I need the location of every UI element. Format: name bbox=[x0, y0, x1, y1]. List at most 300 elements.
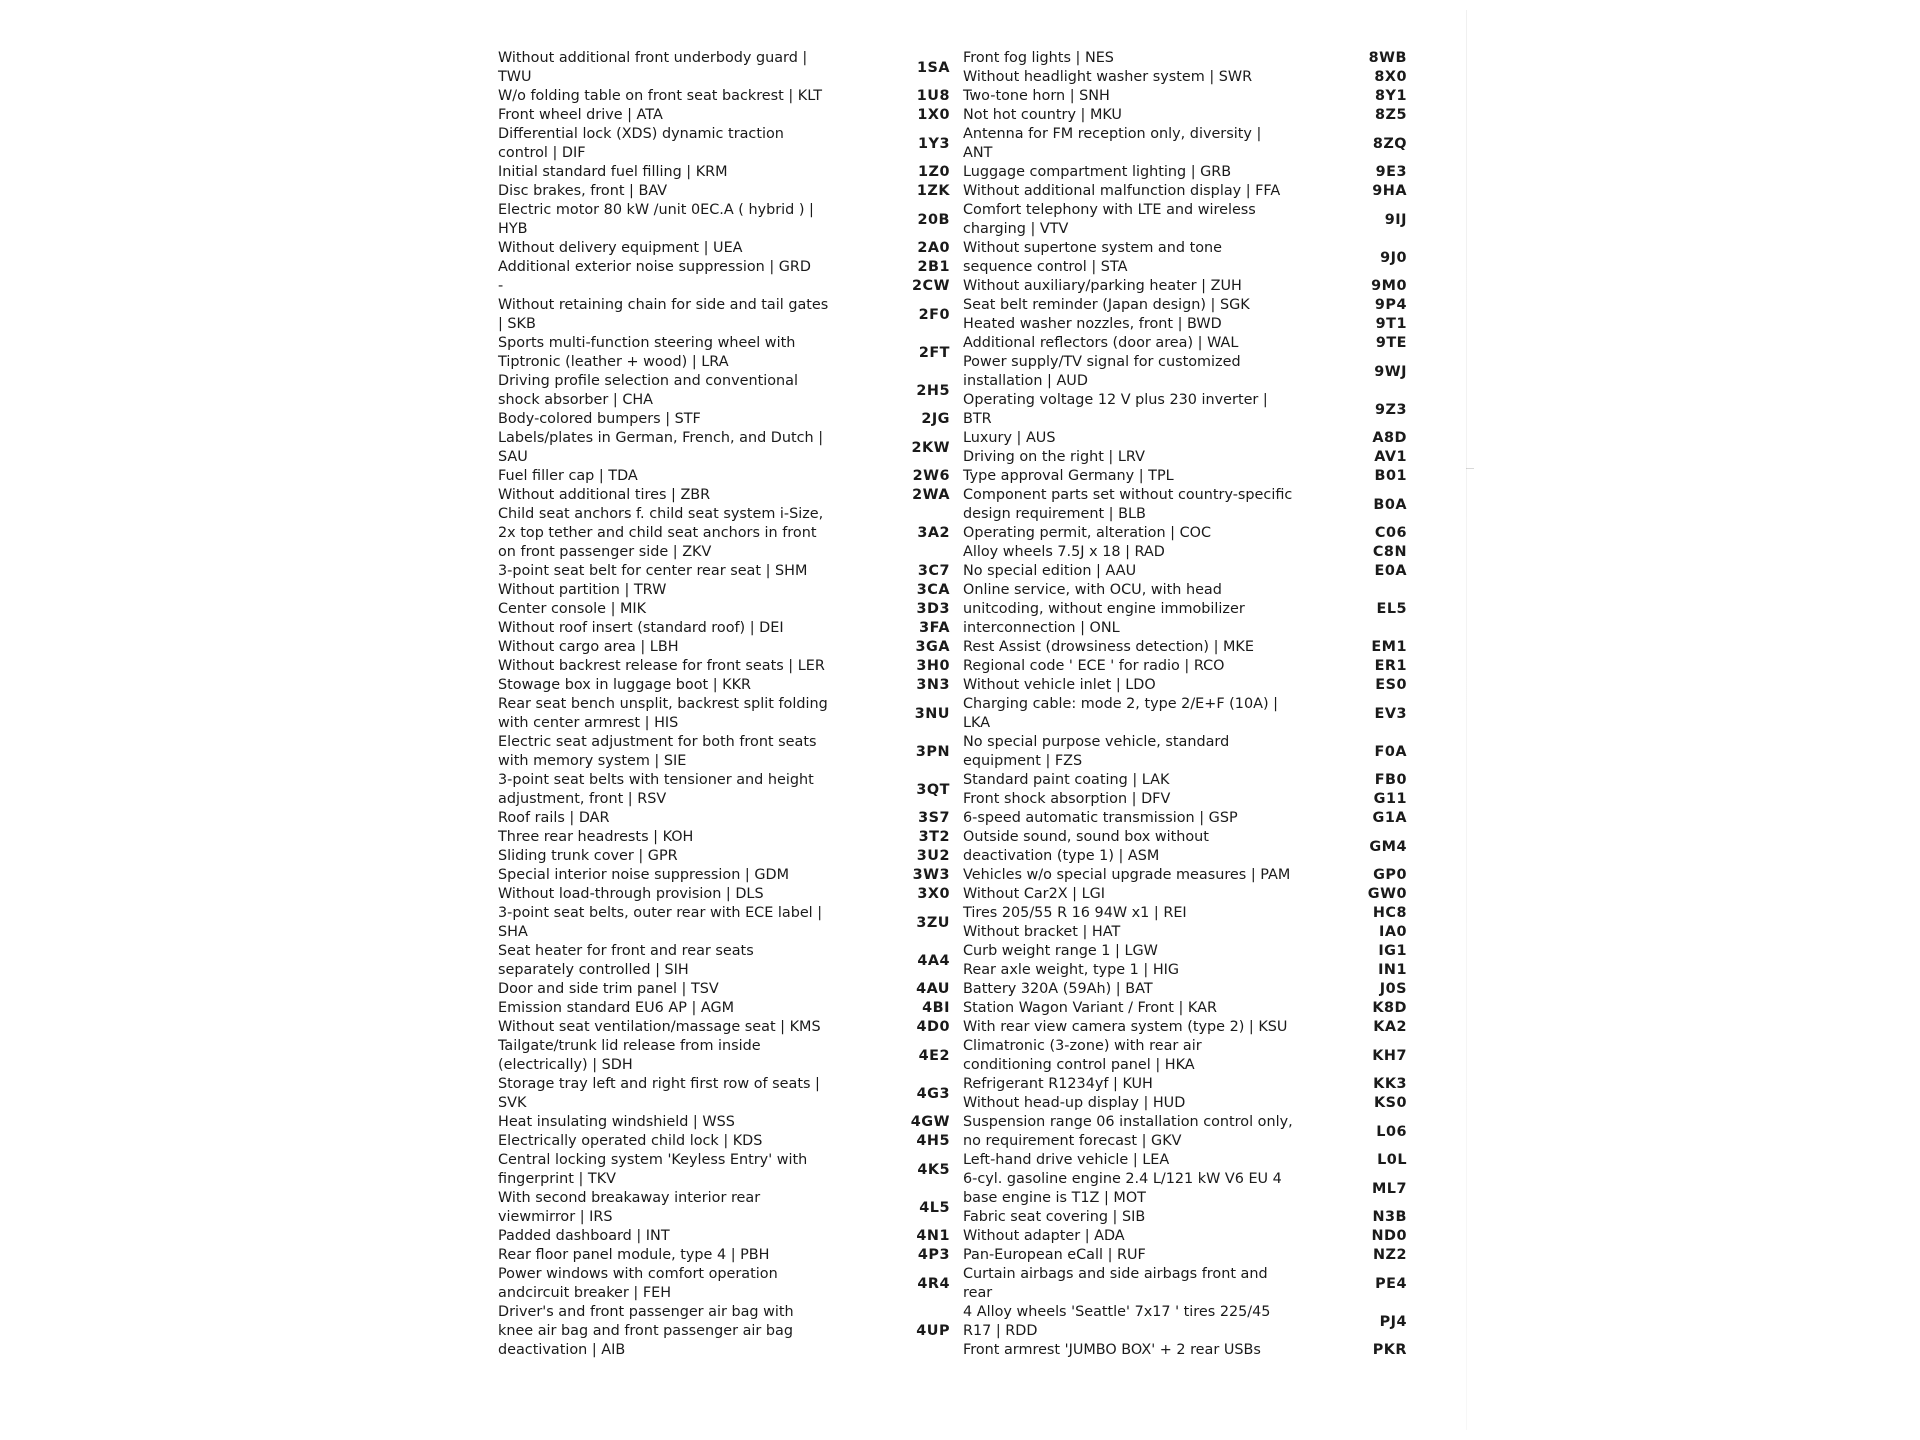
option-code: FB0 bbox=[1374, 772, 1407, 788]
equipment-row bbox=[498, 163, 950, 182]
equipment-description: - bbox=[498, 278, 504, 294]
equipment-description: Charging cable: mode 2, type 2/E+F (10A) | LKA bbox=[963, 696, 1278, 731]
equipment-description: No special purpose vehicle, standard equipment | FZS bbox=[963, 734, 1230, 769]
equipment-row bbox=[498, 562, 950, 581]
equipment-description: Regional code ' ECE ' for radio | RCO bbox=[963, 658, 1225, 674]
equipment-description: Battery 320A (59Ah) | BAT bbox=[963, 981, 1153, 997]
option-code: 3FA bbox=[919, 620, 950, 636]
option-code: 9WJ bbox=[1374, 363, 1407, 380]
equipment-row bbox=[498, 999, 950, 1018]
equipment-description: Without additional malfunction display | FFA bbox=[963, 183, 1281, 199]
equipment-row bbox=[498, 828, 950, 847]
equipment-row bbox=[498, 733, 950, 771]
equipment-description: Front shock absorption | DFV bbox=[963, 791, 1171, 807]
equipment-description: Not hot country | MKU bbox=[963, 107, 1122, 123]
option-code: 4G3 bbox=[916, 1085, 950, 1102]
option-code: ES0 bbox=[1375, 677, 1407, 693]
option-code: PE4 bbox=[1375, 1275, 1407, 1292]
equipment-row bbox=[963, 1246, 1407, 1265]
equipment-row bbox=[498, 847, 950, 866]
equipment-row bbox=[963, 562, 1407, 581]
equipment-row bbox=[498, 866, 950, 885]
equipment-row bbox=[498, 676, 950, 695]
equipment-description: Operating voltage 12 V plus 230 inverter | BTR bbox=[963, 392, 1268, 427]
option-code: B0A bbox=[1373, 496, 1407, 513]
equipment-description: Rear floor panel module, type 4 | PBH bbox=[498, 1247, 770, 1263]
scan-edge-line bbox=[1466, 10, 1467, 1430]
equipment-row bbox=[963, 1170, 1407, 1208]
equipment-description: Online service, with OCU, with head unitcoding, without engine immobilizer interconnection | ONL bbox=[963, 582, 1245, 636]
equipment-row bbox=[963, 1075, 1407, 1094]
equipment-description: Additional exterior noise suppression | GRD bbox=[498, 259, 811, 275]
equipment-description: Power windows with comfort operation andcircuit breaker | FEH bbox=[498, 1266, 778, 1301]
equipment-row bbox=[963, 1151, 1407, 1170]
equipment-row bbox=[498, 505, 950, 562]
equipment-description: Luggage compartment lighting | GRB bbox=[963, 164, 1232, 180]
equipment-row bbox=[963, 1208, 1407, 1227]
option-code: AV1 bbox=[1374, 449, 1407, 465]
option-code: KH7 bbox=[1372, 1047, 1407, 1064]
equipment-row bbox=[963, 733, 1407, 771]
equipment-row bbox=[963, 277, 1407, 296]
option-code: 3T2 bbox=[918, 829, 950, 845]
equipment-row bbox=[963, 68, 1407, 87]
equipment-row bbox=[498, 1303, 950, 1360]
equipment-description: Operating permit, alteration | COC bbox=[963, 525, 1212, 541]
option-code: F0A bbox=[1374, 743, 1407, 760]
equipment-description: Sliding trunk cover | GPR bbox=[498, 848, 678, 864]
equipment-row bbox=[498, 1018, 950, 1037]
option-code: 4K5 bbox=[917, 1161, 950, 1178]
equipment-row bbox=[963, 961, 1407, 980]
option-code: 2H5 bbox=[916, 382, 950, 399]
equipment-description: Electric motor 80 kW /unit 0EC.A ( hybrid ) | HYB bbox=[498, 202, 814, 237]
equipment-row bbox=[963, 904, 1407, 923]
equipment-row bbox=[498, 372, 950, 410]
equipment-description: Rest Assist (drowsiness detection) | MKE bbox=[963, 639, 1254, 655]
equipment-description: Fuel filler cap | TDA bbox=[498, 468, 638, 484]
equipment-row bbox=[498, 467, 950, 486]
option-code: 1X0 bbox=[917, 107, 950, 123]
option-code: 1Y3 bbox=[918, 135, 950, 152]
option-code: C06 bbox=[1374, 525, 1407, 541]
option-code: PJ4 bbox=[1379, 1313, 1407, 1330]
option-code: IN1 bbox=[1378, 962, 1407, 978]
option-code: 2JG bbox=[921, 411, 950, 427]
equipment-description: Climatronic (3-zone) with rear air conditioning control panel | HKA bbox=[963, 1038, 1202, 1073]
equipment-row bbox=[498, 771, 950, 809]
option-code: E0A bbox=[1374, 563, 1407, 579]
equipment-description: Without load-through provision | DLS bbox=[498, 886, 764, 902]
equipment-description: Special interior noise suppression | GDM bbox=[498, 867, 790, 883]
equipment-description: Refrigerant R1234yf | KUH bbox=[963, 1076, 1153, 1092]
equipment-row bbox=[498, 1075, 950, 1113]
equipment-row bbox=[963, 1341, 1407, 1360]
option-code: 4L5 bbox=[919, 1199, 950, 1216]
equipment-row bbox=[498, 581, 950, 600]
equipment-row bbox=[963, 1113, 1407, 1151]
equipment-description: Without adapter | ADA bbox=[963, 1228, 1125, 1244]
equipment-description: Without retaining chain for side and tail gates | SKB bbox=[498, 297, 829, 332]
option-code: 1Z0 bbox=[918, 164, 950, 180]
equipment-row bbox=[963, 201, 1407, 239]
equipment-description: 3-point seat belts, outer rear with ECE label | SHA bbox=[498, 905, 823, 940]
equipment-row bbox=[498, 87, 950, 106]
equipment-row bbox=[963, 581, 1407, 638]
option-code: 3D3 bbox=[916, 601, 950, 617]
option-code: 4N1 bbox=[916, 1228, 950, 1244]
equipment-description: Center console | MIK bbox=[498, 601, 647, 617]
equipment-row bbox=[963, 809, 1407, 828]
equipment-description: Two-tone horn | SNH bbox=[963, 88, 1110, 104]
option-code: 3ZU bbox=[916, 914, 950, 931]
option-code: PKR bbox=[1372, 1342, 1407, 1358]
equipment-description: Standard paint coating | LAK bbox=[963, 772, 1170, 788]
option-code: J0S bbox=[1379, 981, 1407, 997]
equipment-description: Emission standard EU6 AP | AGM bbox=[498, 1000, 735, 1016]
equipment-description: Without bracket | HAT bbox=[963, 924, 1121, 940]
equipment-description: With rear view camera system (type 2) | KSU bbox=[963, 1019, 1288, 1035]
equipment-row bbox=[963, 999, 1407, 1018]
equipment-row bbox=[963, 429, 1407, 448]
equipment-description: Body-colored bumpers | STF bbox=[498, 411, 701, 427]
option-code: G11 bbox=[1373, 791, 1407, 807]
option-code: EL5 bbox=[1376, 601, 1407, 617]
option-code: GP0 bbox=[1373, 867, 1407, 883]
equipment-description: Curb weight range 1 | LGW bbox=[963, 943, 1158, 959]
equipment-row bbox=[498, 1037, 950, 1075]
option-code: 3NU bbox=[914, 705, 950, 722]
equipment-row bbox=[963, 980, 1407, 999]
equipment-row bbox=[963, 296, 1407, 315]
equipment-description: Power supply/TV signal for customized installation | AUD bbox=[963, 354, 1241, 389]
equipment-description: Without delivery equipment | UEA bbox=[498, 240, 743, 256]
equipment-row bbox=[963, 334, 1407, 353]
equipment-row bbox=[963, 524, 1407, 543]
equipment-row bbox=[498, 1151, 950, 1189]
option-code: 4BI bbox=[922, 1000, 950, 1016]
equipment-description: Seat belt reminder (Japan design) | SGK bbox=[963, 297, 1250, 313]
equipment-description: Without headlight washer system | SWR bbox=[963, 69, 1253, 85]
equipment-description: Without roof insert (standard roof) | DEI bbox=[498, 620, 784, 636]
option-code: 9IJ bbox=[1384, 211, 1407, 228]
equipment-row bbox=[963, 638, 1407, 657]
equipment-row bbox=[963, 467, 1407, 486]
equipment-description: Door and side trim panel | TSV bbox=[498, 981, 719, 997]
equipment-row bbox=[963, 391, 1407, 429]
equipment-row bbox=[963, 923, 1407, 942]
equipment-description: Heated washer nozzles, front | BWD bbox=[963, 316, 1222, 332]
equipment-row bbox=[498, 296, 950, 334]
option-code: 8ZQ bbox=[1372, 135, 1407, 152]
option-code: 3U2 bbox=[916, 848, 950, 864]
equipment-description: Disc brakes, front | BAV bbox=[498, 183, 668, 199]
equipment-description: Padded dashboard | INT bbox=[498, 1228, 670, 1244]
equipment-row bbox=[963, 1037, 1407, 1075]
option-code: K8D bbox=[1372, 1000, 1407, 1016]
scan-mark bbox=[1466, 468, 1474, 469]
equipment-row bbox=[963, 182, 1407, 201]
equipment-description: Antenna for FM reception only, diversity | ANT bbox=[963, 126, 1262, 161]
equipment-row bbox=[963, 695, 1407, 733]
equipment-description: Suspension range 06 installation control only, no requirement forecast | GKV bbox=[963, 1114, 1293, 1149]
equipment-row bbox=[963, 771, 1407, 790]
equipment-description: Storage tray left and right first row of seats | SVK bbox=[498, 1076, 820, 1111]
option-code: 3C7 bbox=[917, 563, 950, 579]
option-code: 4E2 bbox=[918, 1047, 950, 1064]
option-code: 1U8 bbox=[916, 88, 950, 104]
option-code: GW0 bbox=[1367, 886, 1407, 902]
option-code: 4UP bbox=[916, 1323, 950, 1339]
option-code: 3GA bbox=[915, 639, 950, 655]
equipment-row bbox=[498, 942, 950, 980]
equipment-row bbox=[498, 334, 950, 372]
equipment-description: Central locking system 'Keyless Entry' with fingerprint | TKV bbox=[498, 1152, 808, 1187]
option-code: 2KW bbox=[911, 439, 950, 456]
option-code: 3H0 bbox=[916, 658, 950, 674]
option-code: 3QT bbox=[916, 781, 950, 798]
equipment-description: Luxury | AUS bbox=[963, 430, 1056, 446]
option-code: 2CW bbox=[912, 278, 950, 294]
option-code: 9M0 bbox=[1371, 278, 1407, 294]
option-code: 9TE bbox=[1375, 335, 1407, 351]
option-code: 8WB bbox=[1368, 50, 1407, 66]
option-code: IG1 bbox=[1378, 943, 1407, 959]
equipment-row bbox=[498, 1189, 950, 1227]
equipment-description: Labels/plates in German, French, and Dutch | SAU bbox=[498, 430, 824, 465]
equipment-description: Vehicles w/o special upgrade measures | PAM bbox=[963, 867, 1291, 883]
equipment-description: 3-point seat belts with tensioner and height adjustment, front | RSV bbox=[498, 772, 814, 807]
equipment-description: Three rear headrests | KOH bbox=[498, 829, 694, 845]
equipment-description: Heat insulating windshield | WSS bbox=[498, 1114, 735, 1130]
option-code: 9J0 bbox=[1380, 249, 1407, 266]
option-code: 2B1 bbox=[917, 259, 950, 275]
option-code: 4D0 bbox=[916, 1019, 950, 1035]
option-code: 9P4 bbox=[1374, 297, 1407, 313]
equipment-description: Without backrest release for front seats | LER bbox=[498, 658, 825, 674]
option-code: 2WA bbox=[912, 487, 950, 503]
option-code: 2F0 bbox=[918, 306, 950, 323]
equipment-row bbox=[963, 657, 1407, 676]
equipment-description: Differential lock (XDS) dynamic traction control | DIF bbox=[498, 126, 784, 161]
equipment-row bbox=[498, 809, 950, 828]
option-code: 9HA bbox=[1372, 183, 1407, 199]
option-code: C8N bbox=[1372, 544, 1407, 560]
equipment-row bbox=[963, 866, 1407, 885]
option-code: 2A0 bbox=[917, 240, 950, 256]
option-code: 1SA bbox=[916, 59, 950, 76]
equipment-description: Electrically operated child lock | KDS bbox=[498, 1133, 763, 1149]
option-code: IA0 bbox=[1378, 924, 1407, 940]
equipment-description: W/o folding table on front seat backrest | KLT bbox=[498, 88, 823, 104]
equipment-row bbox=[498, 429, 950, 467]
option-code: 20B bbox=[917, 211, 950, 228]
option-code: 2FT bbox=[918, 344, 950, 361]
option-code: 2W6 bbox=[912, 468, 950, 484]
equipment-description: Pan-European eCall | RUF bbox=[963, 1247, 1146, 1263]
option-code: 3A2 bbox=[917, 525, 950, 541]
option-code: 4H5 bbox=[916, 1133, 950, 1149]
equipment-description: Type approval Germany | TPL bbox=[963, 468, 1174, 484]
equipment-description: Tailgate/trunk lid release from inside (electrically) | SDH bbox=[498, 1038, 761, 1073]
equipment-description: Sports multi-function steering wheel with Tiptronic (leather + wood) | LRA bbox=[498, 335, 796, 370]
option-code: GM4 bbox=[1369, 838, 1407, 855]
equipment-description: Without cargo area | LBH bbox=[498, 639, 679, 655]
equipment-row bbox=[498, 201, 950, 239]
equipment-description: Without auxiliary/parking heater | ZUH bbox=[963, 278, 1242, 294]
equipment-description: Comfort telephony with LTE and wireless charging | VTV bbox=[963, 202, 1256, 237]
equipment-row bbox=[498, 1265, 950, 1303]
equipment-description: Without seat ventilation/massage seat | KMS bbox=[498, 1019, 821, 1035]
option-code: ER1 bbox=[1374, 658, 1407, 674]
option-code: 3S7 bbox=[918, 810, 950, 826]
equipment-description: Additional reflectors (door area) | WAL bbox=[963, 335, 1239, 351]
equipment-description: Without vehicle inlet | LDO bbox=[963, 677, 1156, 693]
option-code: 3CA bbox=[916, 582, 950, 598]
equipment-row bbox=[498, 600, 950, 619]
equipment-description: Fabric seat covering | SIB bbox=[963, 1209, 1146, 1225]
option-code: KA2 bbox=[1373, 1019, 1407, 1035]
equipment-row bbox=[498, 410, 950, 429]
equipment-description: Front fog lights | NES bbox=[963, 50, 1114, 66]
equipment-description: Driving profile selection and conventional shock absorber | CHA bbox=[498, 373, 798, 408]
equipment-row bbox=[963, 790, 1407, 809]
equipment-description: Without Car2X | LGI bbox=[963, 886, 1106, 902]
option-code: G1A bbox=[1372, 810, 1407, 826]
option-code: KK3 bbox=[1373, 1076, 1407, 1092]
option-code: A8D bbox=[1372, 430, 1407, 446]
equipment-description: 4 Alloy wheels 'Seattle' 7x17 ' tires 225/45 R17 | RDD bbox=[963, 1304, 1271, 1339]
equipment-row bbox=[498, 49, 950, 87]
option-code: ND0 bbox=[1371, 1228, 1407, 1244]
equipment-row bbox=[498, 277, 950, 296]
equipment-row bbox=[498, 638, 950, 657]
equipment-row bbox=[963, 353, 1407, 391]
equipment-row bbox=[498, 1246, 950, 1265]
equipment-row bbox=[498, 239, 950, 258]
equipment-description: Tires 205/55 R 16 94W x1 | REI bbox=[963, 905, 1187, 921]
option-code: 3PN bbox=[915, 743, 950, 760]
equipment-row bbox=[498, 125, 950, 163]
equipment-row bbox=[963, 885, 1407, 904]
equipment-row bbox=[963, 239, 1407, 277]
option-code: N3B bbox=[1372, 1209, 1407, 1225]
equipment-row bbox=[498, 657, 950, 676]
equipment-description: Without partition | TRW bbox=[498, 582, 667, 598]
equipment-description: Outside sound, sound box without deactivation (type 1) | ASM bbox=[963, 829, 1209, 864]
equipment-row bbox=[498, 619, 950, 638]
equipment-description: Electric seat adjustment for both front seats with memory system | SIE bbox=[498, 734, 817, 769]
equipment-description: Front wheel drive | ATA bbox=[498, 107, 663, 123]
equipment-description: Driving on the right | LRV bbox=[963, 449, 1145, 465]
equipment-row bbox=[498, 106, 950, 125]
equipment-row bbox=[963, 486, 1407, 524]
equipment-row bbox=[498, 258, 950, 277]
option-code: 9Z3 bbox=[1375, 401, 1407, 418]
equipment-description: 6-speed automatic transmission | GSP bbox=[963, 810, 1238, 826]
option-code: 9E3 bbox=[1375, 164, 1407, 180]
equipment-row bbox=[963, 163, 1407, 182]
equipment-description: 6-cyl. gasoline engine 2.4 L/121 kW V6 EU 4 base engine is T1Z | MOT bbox=[963, 1171, 1282, 1206]
option-code: 8X0 bbox=[1374, 69, 1407, 85]
option-code: 1ZK bbox=[916, 183, 950, 199]
equipment-description: Station Wagon Variant / Front | KAR bbox=[963, 1000, 1217, 1016]
equipment-description: Child seat anchors f. child seat system i-Size, 2x top tether and child seat anchors in front on front passenger side | ZKV bbox=[498, 506, 824, 560]
equipment-row bbox=[498, 182, 950, 201]
equipment-row bbox=[963, 543, 1407, 562]
equipment-row bbox=[963, 1265, 1407, 1303]
equipment-row bbox=[498, 980, 950, 999]
option-code: HC8 bbox=[1372, 905, 1407, 921]
option-code: 4R4 bbox=[917, 1275, 950, 1292]
equipment-description: No special edition | AAU bbox=[963, 563, 1137, 579]
equipment-row bbox=[963, 49, 1407, 68]
equipment-row bbox=[963, 1303, 1407, 1341]
equipment-description: Seat heater for front and rear seats separately controlled | SIH bbox=[498, 943, 754, 978]
option-code: L0L bbox=[1377, 1152, 1407, 1168]
option-code: 4A4 bbox=[917, 952, 950, 969]
equipment-description: Stowage box in luggage boot | KKR bbox=[498, 677, 752, 693]
equipment-row bbox=[498, 695, 950, 733]
equipment-list-right bbox=[963, 49, 1407, 1360]
equipment-row bbox=[498, 1227, 950, 1246]
option-code: 4P3 bbox=[917, 1247, 950, 1263]
option-code: B01 bbox=[1374, 468, 1407, 484]
equipment-row bbox=[963, 125, 1407, 163]
option-code: 4AU bbox=[916, 981, 950, 997]
option-code: EV3 bbox=[1374, 705, 1407, 722]
equipment-row bbox=[963, 1227, 1407, 1246]
equipment-description: Rear axle weight, type 1 | HIG bbox=[963, 962, 1180, 978]
equipment-description: Rear seat bench unsplit, backrest split folding with center armrest | HIS bbox=[498, 696, 828, 731]
equipment-description: Component parts set without country-specific design requirement | BLB bbox=[963, 487, 1293, 522]
option-code: 9T1 bbox=[1375, 316, 1407, 332]
equipment-description: Without head-up display | HUD bbox=[963, 1095, 1186, 1111]
equipment-row bbox=[498, 1132, 950, 1151]
equipment-row bbox=[963, 87, 1407, 106]
option-code: NZ2 bbox=[1373, 1247, 1407, 1263]
option-code: 3W3 bbox=[912, 867, 950, 883]
equipment-row bbox=[963, 676, 1407, 695]
option-code: 3X0 bbox=[917, 886, 950, 902]
equipment-description: Driver's and front passenger air bag with knee air bag and front passenger air bag deactivation | AIB bbox=[498, 1304, 794, 1358]
option-code: 8Z5 bbox=[1375, 107, 1407, 123]
equipment-list-left bbox=[498, 49, 950, 1360]
option-code: 4GW bbox=[910, 1114, 950, 1130]
equipment-row bbox=[498, 904, 950, 942]
equipment-row bbox=[963, 106, 1407, 125]
equipment-row bbox=[498, 486, 950, 505]
equipment-description: 3-point seat belt for center rear seat | SHM bbox=[498, 563, 808, 579]
equipment-description: With second breakaway interior rear viewmirror | IRS bbox=[498, 1190, 761, 1225]
option-code: 8Y1 bbox=[1375, 88, 1407, 104]
equipment-row bbox=[963, 942, 1407, 961]
option-code: EM1 bbox=[1371, 639, 1407, 655]
option-code: ML7 bbox=[1371, 1180, 1407, 1197]
equipment-row bbox=[963, 315, 1407, 334]
equipment-description: Initial standard fuel filling | KRM bbox=[498, 164, 728, 180]
equipment-description: Left-hand drive vehicle | LEA bbox=[963, 1152, 1170, 1168]
equipment-description: Curtain airbags and side airbags front and rear bbox=[963, 1266, 1268, 1301]
equipment-row bbox=[963, 1018, 1407, 1037]
equipment-description: Without additional tires | ZBR bbox=[498, 487, 711, 503]
equipment-description: Roof rails | DAR bbox=[498, 810, 610, 826]
equipment-description: Alloy wheels 7.5J x 18 | RAD bbox=[963, 544, 1165, 560]
equipment-row bbox=[963, 448, 1407, 467]
equipment-row bbox=[963, 828, 1407, 866]
equipment-description: Without additional front underbody guard | TWU bbox=[498, 50, 808, 85]
equipment-row bbox=[498, 1113, 950, 1132]
